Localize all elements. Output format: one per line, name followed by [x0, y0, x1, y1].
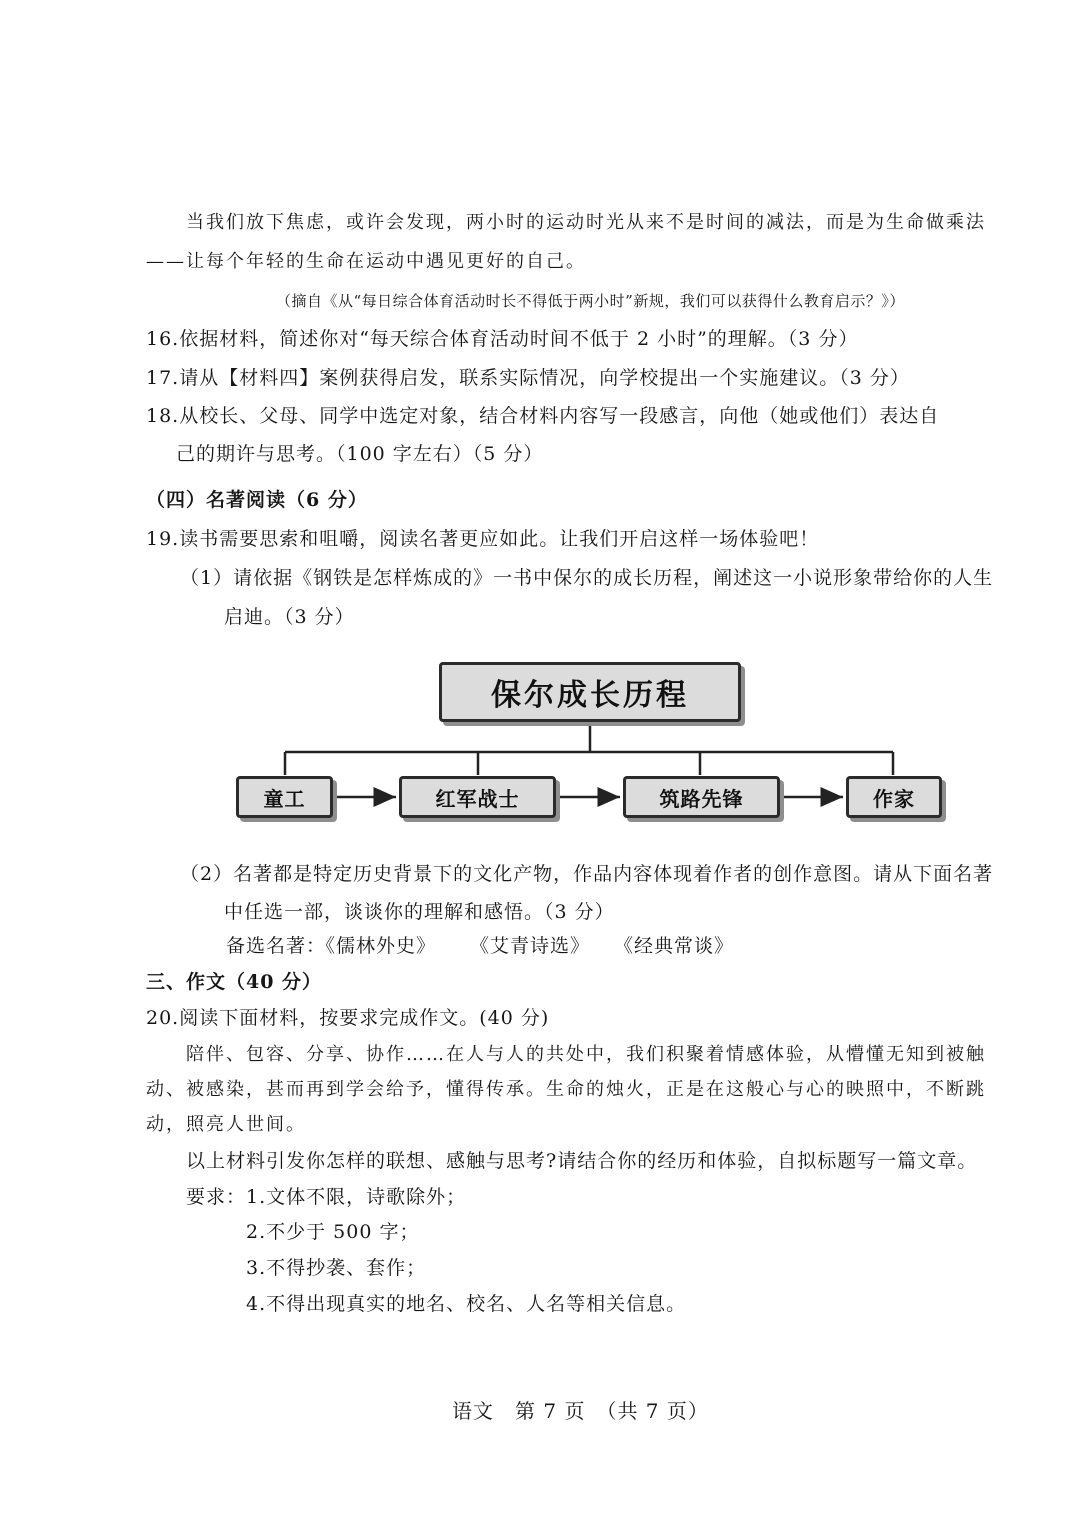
question-20: 20.阅读下面材料，按要求完成作文。(40 分)	[146, 1007, 550, 1029]
diagram-title: 保尔成长历程	[439, 662, 741, 722]
essay-prompt: 以上材料引发你怎样的联想、感触与思考?请结合你的经历和体验，自拟标题写一篇文章。	[186, 1150, 978, 1172]
page-footer: 语文 第 7 页 （共 7 页）	[452, 1399, 709, 1423]
question-19-2-continued: 中任选一部，谈谈你的理解和感悟。（3 分）	[224, 901, 615, 923]
question-17: 17.请从【材料四】案例获得启发，联系实际情况，向学校提出一个实施建议。（3 分）	[146, 367, 910, 389]
diagram-stage: 筑路先锋	[623, 776, 780, 818]
requirement-item: 3.不得抄袭、套作；	[246, 1257, 427, 1279]
book-option: 《艾青诗选》	[470, 935, 591, 957]
question-19: 19.读书需要思索和咀嚼，阅读名著更应如此。让我们开启这样一场体验吧！	[146, 528, 820, 550]
question-18: 18.从校长、父母、同学中选定对象，结合材料内容写一段感言，向他（她或他们）表达自	[146, 405, 940, 427]
book-option: 《经典常谈》	[614, 935, 735, 957]
book-option: 《儒林外史》	[316, 935, 437, 957]
book-options-label: 备选名著：	[226, 935, 327, 957]
section-heading-four: （四）名著阅读（6 分）	[146, 489, 368, 511]
question-19-1: （1）请依据《钢铁是怎样炼成的》一书中保尔的成长历程，阐述这一小说形象带给你的人生	[180, 567, 994, 589]
diagram-stage: 作家	[846, 776, 942, 818]
essay-material-line: 陪伴、包容、分享、协作……在人与人的共处中，我们积聚着情感体验，从懵懂无知到被触	[186, 1044, 986, 1065]
requirement-item: 2.不少于 500 字；	[246, 1221, 420, 1243]
diagram-stage: 红军战士	[399, 776, 556, 818]
question-16: 16.依据材料，简述你对“每天综合体育活动时间不低于 2 小时”的理解。（3 分）	[146, 328, 859, 350]
material-text-line: 当我们放下焦虑，或许会发现，两小时的运动时光从来不是时间的减法，而是为生命做乘法	[186, 212, 986, 233]
section-heading-three: 三、作文（40 分）	[146, 971, 323, 993]
essay-material-line: 动、被感染，甚而再到学会给予，懂得传承。生命的烛火，正是在这般心与心的映照中，不断跳	[146, 1079, 986, 1100]
material-text-line: ——让每个年轻的生命在运动中遇见更好的自己。	[146, 251, 586, 272]
diagram-stage: 童工	[236, 776, 333, 818]
requirement-item: 1.文体不限，诗歌除外；	[246, 1186, 467, 1208]
requirement-item: 4.不得出现真实的地名、校名、人名等相关信息。	[246, 1293, 687, 1315]
question-18-continued: 己的期许与思考。（100 字左右）（5 分）	[176, 443, 544, 465]
citation: （摘自《从“每日综合体育活动时长不得低于两小时”新规，我们可以获得什么教育启示？》）	[276, 292, 905, 310]
question-19-1-continued: 启迪。（3 分）	[224, 606, 355, 628]
requirements-label: 要求：	[186, 1186, 247, 1208]
essay-material-line: 动，照亮人世间。	[146, 1114, 306, 1135]
question-19-2: （2）名著都是特定历史背景下的文化产物，作品内容体现着作者的创作意图。请从下面名著	[180, 863, 994, 885]
